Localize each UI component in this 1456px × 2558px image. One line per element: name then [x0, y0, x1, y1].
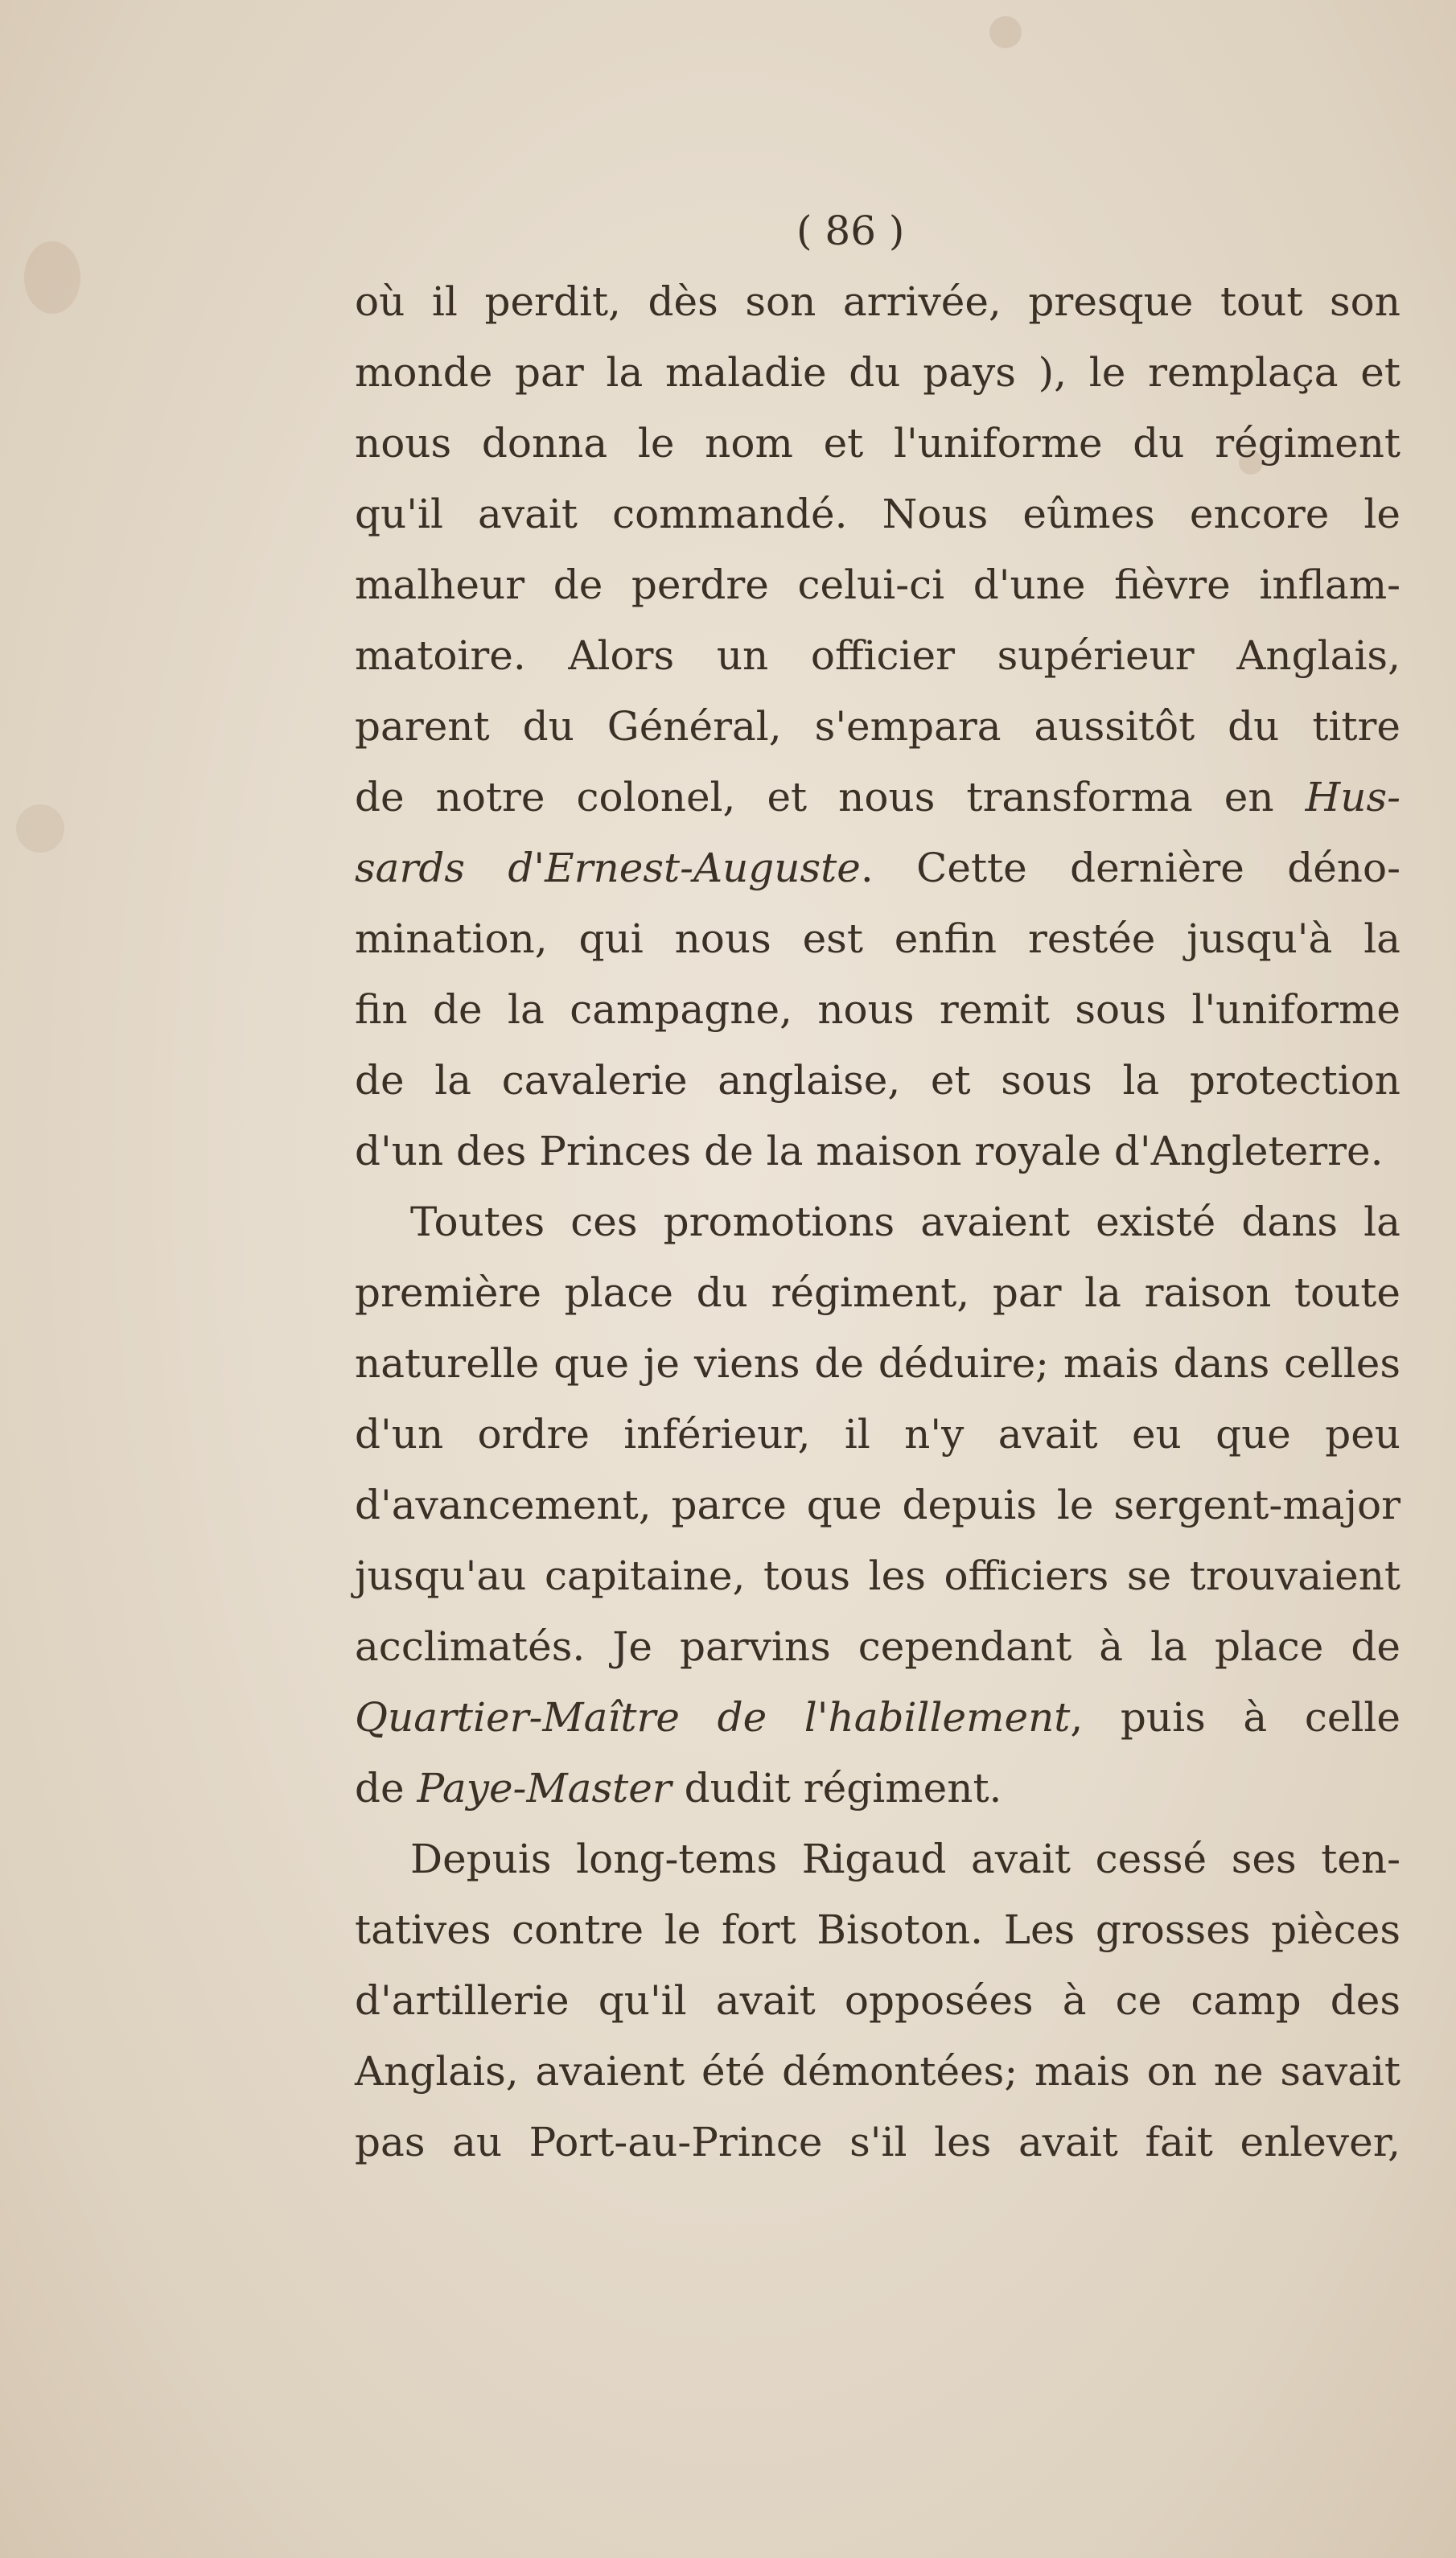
- line-text: tatives contre le fort Bisoton. Les grosses pièces: [355, 1906, 1400, 1953]
- line-text: fin de la campagne, nous remit sous l'uniforme: [355, 986, 1400, 1033]
- paper-stain: [24, 241, 80, 314]
- italic-text: Quartier-Maître de l'habillement: [355, 1694, 1071, 1741]
- italic-text: Hus-: [1305, 774, 1400, 820]
- line-text: de notre colonel, et nous transforma en: [355, 774, 1306, 820]
- line-text: d'un des Princes de la maison royale d'Angleterre.: [355, 1128, 1384, 1174]
- text-line: [355, 985, 1400, 1034]
- text-line: [355, 348, 1400, 397]
- text-line: [355, 1622, 1400, 1671]
- line-text: d'artillerie qu'il avait opposées à ce camp des: [355, 1977, 1400, 2024]
- line-text: malheur de perdre celui-ci d'une fièvre inflam-: [355, 561, 1400, 608]
- text-line: [355, 2118, 1400, 2166]
- text-line: [355, 915, 1400, 963]
- line-text: mination, qui nous est enfin restée jusqu'à la: [355, 915, 1400, 962]
- text-line: [355, 278, 1400, 326]
- line-text: de: [355, 1765, 417, 1812]
- line-text: qu'il avait commandé. Nous eûmes encore le: [355, 491, 1400, 537]
- text-line: [355, 1693, 1400, 1742]
- paper-stain: [16, 804, 64, 853]
- text-line: [355, 1906, 1400, 1954]
- line-text: Toutes ces promotions avaient existé dans la: [410, 1199, 1400, 1245]
- line-text: Anglais, avaient été démontées; mais on ne savait: [355, 2048, 1400, 2095]
- line-text: . Cette dernière déno-: [860, 845, 1400, 891]
- italic-text: Paye-Master: [417, 1765, 672, 1812]
- line-text: nous donna le nom et l'uniforme du régiment: [355, 420, 1400, 467]
- text-line: [355, 1410, 1400, 1458]
- line-text: matoire. Alors un officier supérieur Anglais,: [355, 632, 1400, 679]
- text-line: [355, 561, 1400, 609]
- italic-text: sards d'Ernest-Auguste: [355, 845, 861, 891]
- paper-stain: [989, 16, 1022, 48]
- line-text: de la cavalerie anglaise, et sous la protection: [355, 1057, 1400, 1104]
- text-line: [355, 1269, 1400, 1317]
- text-line: [355, 1056, 1400, 1104]
- text-line: [355, 1339, 1400, 1388]
- text-line: [410, 1835, 1400, 1883]
- text-line: [355, 1127, 1400, 1175]
- line-text: Depuis long-tems Rigaud avait cessé ses ten-: [410, 1836, 1400, 1882]
- text-line: [355, 1552, 1400, 1600]
- line-text: où il perdit, dès son arrivée, presque tout son: [355, 278, 1400, 325]
- text-line: [355, 844, 1400, 892]
- line-text: monde par la maladie du pays ), le remplaça et: [355, 349, 1400, 396]
- text-line: [410, 1198, 1400, 1246]
- text-line: [355, 419, 1400, 467]
- line-text: première place du régiment, par la raison toute: [355, 1269, 1400, 1316]
- text-line: [355, 1481, 1400, 1529]
- text-line: [355, 1976, 1400, 2025]
- text-line: [355, 702, 1400, 751]
- page-number: ( 86 ): [796, 208, 905, 254]
- text-line: [355, 490, 1400, 538]
- line-text: pas au Port-au-Prince s'il les avait fait enlever,: [355, 2119, 1400, 2165]
- line-text: parent du Général, s'empara aussitôt du titre: [355, 703, 1400, 750]
- line-text: jusqu'au capitaine, tous les officiers se trouvaient: [355, 1552, 1400, 1599]
- text-line: [355, 631, 1400, 680]
- line-text: acclimatés. Je parvins cependant à la place de: [355, 1623, 1400, 1670]
- text-line: [355, 2047, 1400, 2095]
- text-line: [355, 1764, 1400, 1812]
- line-text: d'un ordre inférieur, il n'y avait eu que peu: [355, 1411, 1400, 1458]
- text-line: [355, 773, 1400, 821]
- line-text: dudit régiment.: [671, 1765, 1002, 1812]
- line-text: , puis à celle: [1070, 1694, 1400, 1741]
- line-text: naturelle que je viens de déduire; mais dans celles: [355, 1340, 1400, 1387]
- line-text: d'avancement, parce que depuis le sergent-major: [355, 1482, 1400, 1528]
